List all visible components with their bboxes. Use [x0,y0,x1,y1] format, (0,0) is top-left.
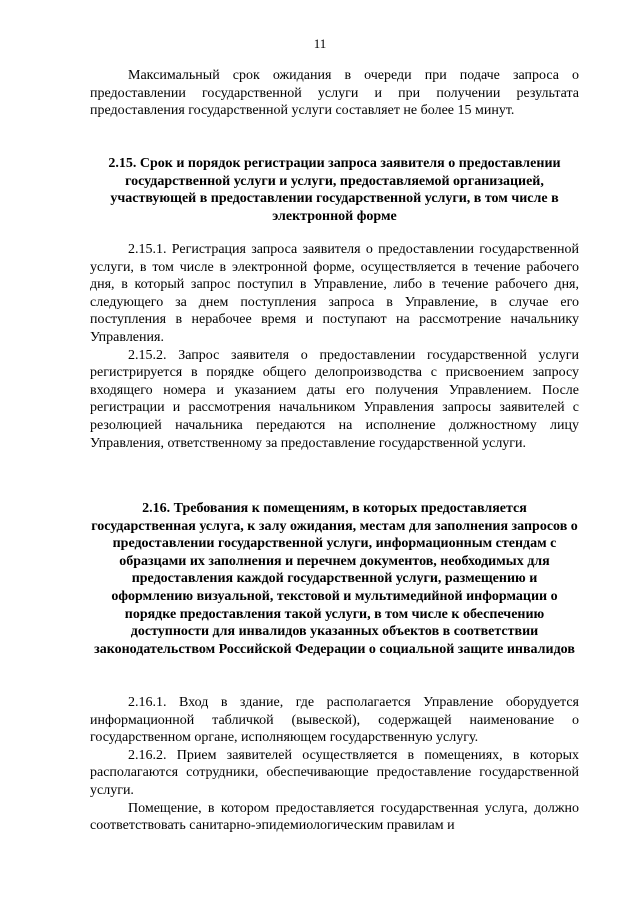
paragraph-2-15-1: 2.15.1. Регистрация запроса заявителя о предоставлении государственной услуги, в том числе в электронной форме, осуществляется в течение рабочего дня, в который запрос поступил в Управление, либо в течение рабочего дня, следующего за днем поступления запроса в Управление, в случае его поступления в нерабочее время и поступают на рассмотрение начальнику Управления. [90,242,579,345]
section-2-16-heading-block [90,500,579,658]
paragraph-2-15-2: 2.15.2. Запрос заявителя о предоставлении государственной услуги регистрируется в порядке общего делопроизводства с присвоением запросу входящего номера и указанием даты его получения Управлением. После регистрации и рассмотрения начальником Управления запросы заявителей с резолюцией начальника передаются на исполнение должностному лицу Управления, ответственному за предоставление государственной услуги. [90,347,579,451]
paragraph-2-16-2: 2.16.2. Прием заявителей осуществляется в помещениях, в которых располагаются сотрудники, обеспечивающие предоставление государственной услуги. [90,747,579,798]
paragraph-premises: Помещение, в котором предоставляется государственная услуга, должно соответствовать санитарно-эпидемиологическим правилам и [90,800,579,834]
paragraph-2-16-1: 2.16.1. Вход в здание, где располагается Управление оборудуется информационной табличкой (вывеской), содержащей наименование о государственном органе, исполняющем государственную услугу. [90,695,579,746]
section-2-15-heading-block [90,155,579,225]
section-heading: 2.15. Срок и порядок регистрации запроса заявителя о предоставлении государственной услуги и услуги, предоставляемой организацией, участвующей в предоставлении государственной услуги, в том числе в электронной форме [108,156,561,224]
section-2-15-body [90,241,579,452]
section-heading: 2.16. Требования к помещениям, в которых предоставляется государственная услуга, к залу ожидания, местам для заполнения запросов о предоставлении государственной услуги, информационным стендам с образцами их заполнения и перечнем документов, необходимых для предоставления каждой государственной услуги, размещению и оформлению визуальной, текстовой и мультимедийной информации о порядке предоставления такой услуги, в том числе к обеспечению доступности для инвалидов указанных объектов в соответствии законодательством Российской Федерации о социальной защите инвалидов [91,501,578,657]
section-2-16-body [90,694,579,835]
paragraph: Максимальный срок ожидания в очереди при подаче запроса о предоставлении государственной услуги и при получении результата предоставления государственной услуги составляет не более 15 минут. [90,68,579,119]
page-number: 11 [313,36,327,51]
waiting-time-paragraph [90,67,579,120]
